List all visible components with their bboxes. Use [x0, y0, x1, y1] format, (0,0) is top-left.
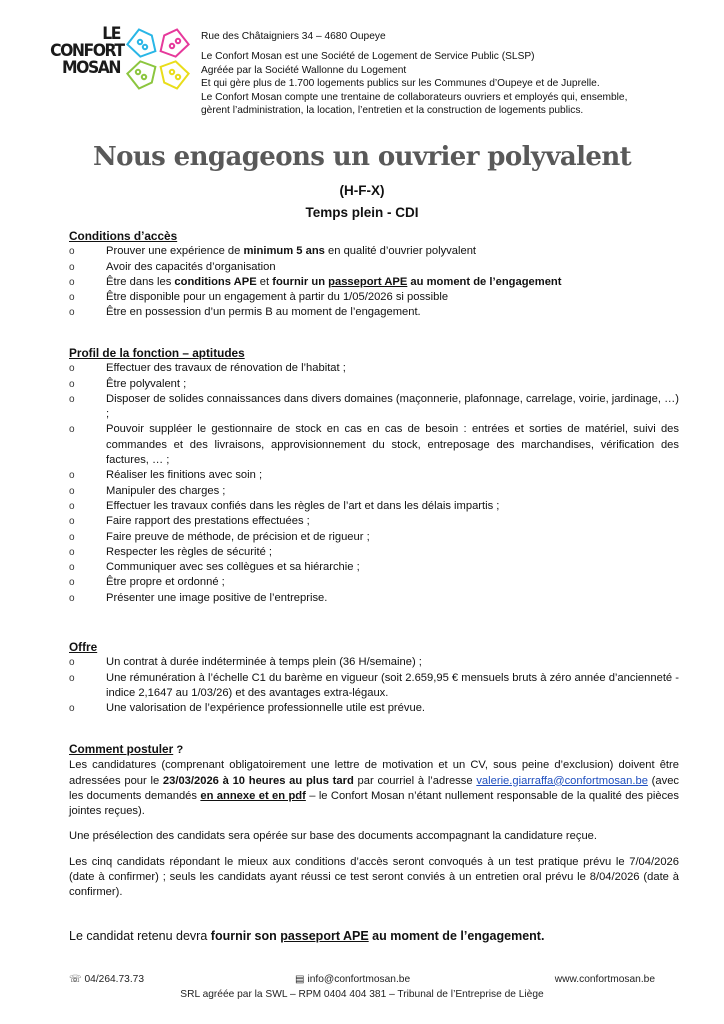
section-heading: Offre	[69, 640, 98, 654]
footer-phone	[69, 974, 144, 985]
final-bold: au moment de l’engagement.	[368, 929, 545, 943]
list-item	[69, 484, 679, 499]
list-item	[69, 655, 679, 670]
item-text: Disposer de solides connaissances dans divers domaines (maçonnerie, plafonnage, carrelage, voirie, jardinage, …) ;	[106, 392, 679, 421]
bullet-icon: o	[69, 378, 75, 390]
item-text: Pouvoir suppléer le gestionnaire de stock en cas en cas de besoin : entrées et sorties de matériel, suivi des commandes et des livraisons, approvisionnement du stock, entreposage des marchandises, vérification des factures, … ;	[106, 423, 679, 467]
selection-process-paragraph: Les cinq candidats répondant le mieux aux conditions d’accès seront convoqués à un test pratique prévu le 7/04/2026 (date à confirmer) ; seuls les candidats ayant réussi ce test seront conviés à un entretien oral prévu le 8/04/2026 (date à confirmer).	[69, 855, 679, 899]
section-heading	[69, 742, 679, 758]
list-item	[69, 671, 679, 702]
list-item	[69, 545, 679, 560]
list-item	[69, 275, 679, 290]
preselection-paragraph: Une présélection des candidats sera opérée sur base des documents accompagnant la candidature reçue.	[69, 830, 598, 843]
item-text: Effectuer des travaux de rénovation de l’habitat ;	[106, 362, 346, 375]
bullet-icon: o	[69, 246, 75, 258]
gender-subtitle: (H-F-X)	[339, 183, 385, 198]
para-text: par courriel à l’adresse	[353, 774, 477, 787]
page-footer	[69, 974, 655, 1000]
computer-icon: ▤	[295, 974, 305, 985]
item-text: Une valorisation de l’expérience professionnelle utile est prévue.	[106, 702, 426, 715]
bullet-icon: o	[69, 424, 75, 436]
item-text: Être polyvalent ;	[106, 377, 187, 390]
info-line: Le Confort Mosan compte une trentaine de collaborateurs ouvriers et employés qui, ensemble,	[201, 91, 628, 103]
list-item	[69, 290, 679, 305]
info-line: Le Confort Mosan est une Société de Logement de Service Public (SLSP)	[201, 51, 535, 63]
footer-email-link[interactable]: info@confortmosan.be	[307, 974, 411, 985]
bullet-icon: o	[69, 577, 75, 589]
final-bold: fournir son	[210, 929, 281, 943]
para-text: (avec les documents demandés	[69, 774, 680, 802]
application-instructions	[69, 758, 679, 819]
bullet-icon: o	[69, 470, 75, 482]
profil-list	[69, 361, 679, 606]
list-item	[69, 530, 679, 545]
section-profil	[69, 346, 679, 606]
conditions-list	[69, 244, 679, 320]
final-text: Le candidat retenu devra	[69, 929, 211, 943]
item-text: Être disponible pour un engagement à partir du 1/05/2026 si possible	[106, 291, 449, 304]
list-item	[69, 361, 679, 376]
bullet-icon: o	[69, 516, 75, 528]
section-offre	[69, 640, 679, 716]
heading-suffix: ?	[173, 744, 184, 756]
footer-website-link[interactable]: www.confortmosan.be	[554, 974, 655, 985]
item-bold: au moment de l’engagement	[407, 275, 562, 288]
bullet-icon: o	[69, 672, 75, 684]
list-item	[69, 392, 679, 423]
list-item	[69, 575, 679, 590]
list-item	[69, 260, 679, 275]
list-item	[69, 468, 679, 483]
item-text: Faire rapport des prestations effectuées ;	[106, 515, 310, 528]
list-item	[69, 377, 679, 392]
item-text: Effectuer les travaux confiés dans les règles de l’art et dans les délais impartis ;	[106, 499, 500, 512]
list-item	[69, 560, 679, 575]
bullet-icon: o	[69, 562, 75, 574]
phone-number: 04/264.73.73	[84, 974, 144, 985]
logo-wordmark	[50, 24, 124, 78]
bullet-icon: o	[69, 363, 75, 375]
logo-line-3: MOSAN	[62, 58, 120, 78]
offre-list	[69, 655, 679, 716]
list-item	[69, 305, 679, 320]
bullet-icon: o	[69, 307, 75, 319]
item-text: Être en possession d’un permis B au moment de l’engagement.	[106, 306, 421, 319]
para-text: Les candidatures (comprenant obligatoirement une lettre de motivation et un CV, sous peine d’exclusion) doivent être adressées pour le	[69, 759, 679, 787]
list-item	[69, 514, 679, 529]
heading-text: Comment postuler	[69, 742, 174, 756]
item-text: Communiquer avec ses collègues et sa hiérarchie ;	[106, 561, 360, 574]
logo-house-icon	[122, 26, 194, 92]
list-item	[69, 499, 679, 514]
bullet-icon: o	[69, 485, 75, 497]
bullet-icon: o	[69, 703, 75, 715]
section-heading: Conditions d’accès	[69, 229, 178, 243]
bullet-icon: o	[69, 500, 75, 512]
info-line: gèrent l’administration, la location, l’entretien et la construction de logements publics.	[201, 105, 584, 117]
page-title: Nous engageons un ouvrier polyvalent	[92, 142, 632, 172]
item-text: en qualité d’ouvrier polyvalent	[324, 245, 477, 258]
item-text: Réaliser les finitions avec soin ;	[106, 469, 263, 482]
bullet-icon: o	[69, 276, 75, 288]
company-logo	[44, 26, 194, 106]
item-text: Prouver une expérience de	[106, 245, 244, 258]
item-bold: fournir un	[272, 275, 329, 288]
bullet-icon: o	[69, 261, 75, 273]
item-bold: minimum 5 ans	[243, 245, 325, 258]
section-postuler	[69, 742, 679, 901]
bullet-icon: o	[69, 393, 75, 405]
organization-info	[201, 30, 627, 117]
section-conditions	[69, 229, 679, 321]
list-item	[69, 422, 679, 468]
item-text: Avoir des capacités d’organisation	[106, 260, 276, 273]
bullet-icon: o	[69, 292, 75, 304]
application-email-link[interactable]: valerie.giarraffa@confortmosan.be	[476, 774, 648, 787]
item-bold: conditions APE	[174, 275, 257, 288]
item-bold-underline: passeport APE	[328, 275, 408, 288]
footer-email	[295, 974, 410, 985]
logo-line-2: CONFORT	[50, 41, 124, 61]
item-text: Être propre et ordonné ;	[106, 576, 225, 589]
list-item	[69, 244, 679, 259]
info-line: Et qui gère plus de 1.700 logements publics sur les Communes d’Oupeye et de Juprelle.	[201, 78, 600, 90]
contract-subtitle: Temps plein - CDI	[305, 205, 419, 220]
item-text: Être dans les	[106, 275, 175, 288]
item-text: Respecter les règles de sécurité ;	[106, 545, 273, 558]
para-text: – le Confort Mosan n’étant nullement responsable de la qualité des pièces jointes reçues).	[69, 789, 679, 818]
company-address: Rue des Châtaigniers 34 – 4680 Oupeye	[201, 31, 386, 42]
legal-notice: SRL agréée par la SWL – RPM 0404 404 381 – Tribunal de l’Entreprise de Liège	[180, 989, 544, 1000]
logo-line-1: LE	[102, 24, 120, 44]
bullet-icon: o	[69, 531, 75, 543]
final-bold-underline: passeport APE	[280, 929, 369, 943]
bullet-icon: o	[69, 546, 75, 558]
list-item	[69, 701, 679, 716]
phone-icon: ☏	[69, 974, 82, 985]
item-text: Une rémunération à l’échelle C1 du barème en vigueur (soit 2.659,95 € mensuels bruts à zéro année d’ancienneté - indice 2,1647 au 1/03/26) et des avantages extra-légaux.	[106, 671, 679, 699]
item-text: Un contrat à durée indéterminée à temps plein (36 H/semaine) ;	[106, 656, 422, 669]
info-line: Agréée par la Société Wallonne du Logement	[201, 64, 407, 76]
item-text: et	[256, 275, 273, 288]
item-text: Manipuler des charges ;	[106, 484, 226, 497]
final-requirement	[69, 929, 544, 943]
bullet-icon: o	[69, 657, 75, 669]
format-requirement: en annexe et en pdf	[200, 789, 306, 802]
section-heading: Profil de la fonction – aptitudes	[69, 346, 245, 360]
list-item	[69, 591, 679, 606]
deadline: 23/03/2026 à 10 heures au plus tard	[162, 774, 354, 787]
item-text: Présenter une image positive de l’entreprise.	[106, 591, 328, 604]
item-text: Faire preuve de méthode, de précision et de rigueur ;	[106, 530, 370, 543]
bullet-icon: o	[69, 592, 75, 604]
